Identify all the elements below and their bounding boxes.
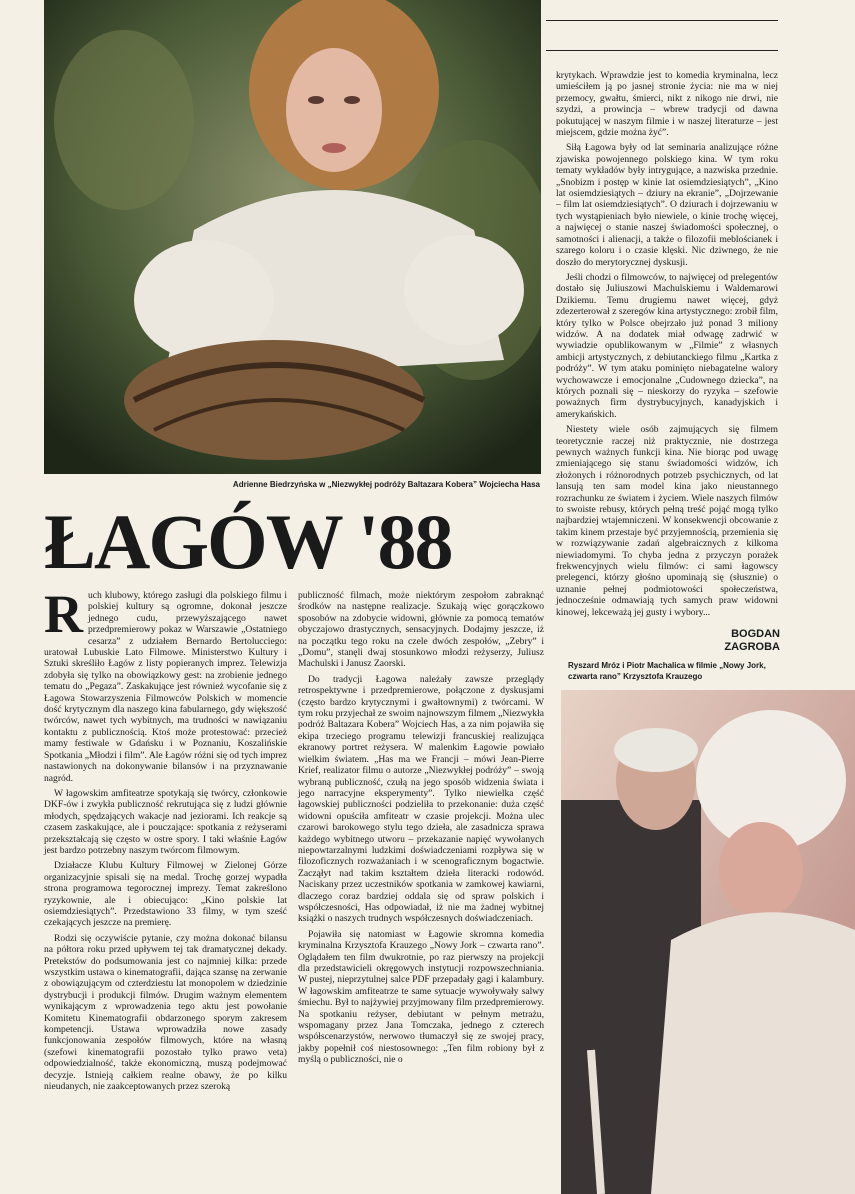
paragraph: krytykach. Wprawdzie jest to komedia kryminalna, lecz umieściłem ją po jasnej stronie życia: nie ma w niej przemocy, gwałtu, śmierci, nikt z nikogo nie drwi, nie szydzi, a prowincja – wbrew tradycji od dawna pokutującej w naszym filmie i w naszej literaturze – jest miejscem, gdzie można żyć”. <box>556 70 778 139</box>
paragraph: Rodzi się oczywiście pytanie, czy można dokonać bilansu na półtora roku przed upływem tej tak dramatycznej dekady. Pretekstów do podsumowania jest co najmniej kilka: przede wszystkim ustawa o kinematografii, dająca szansę na zerwanie z obowiązującym od czterdziestu lat monopolem w dziedzinie dystrybucji i produkcji filmów. Drugim ważnym elementem wynikającym z wprowadzenia tego aktu jest powołanie Komitetu Kinematografii obdarzonego sporym zakresem kompetencji. Ustawa wprowadziła nowe zasady funkcjonowania zespołów filmowych, które na własną (szefowi kinematografii pozostało tylko prawo veta) odpowiedzialność, także ekonomiczną, muszą podejmować decyzje. Istnieją całkiem realne obawy, że po kilku nieudanych, nie zaakceptowanych przez szeroką <box>44 932 287 1093</box>
photo-image <box>44 0 541 474</box>
paragraph: Do tradycji Łagowa należały zawsze przeglądy retrospektywne i przedpremierowe, połączone z dyskusjami (często bardzo krytycznymi i gwałtownymi) z twórcami. W tym roku przyjechał ze swoim najnowszym filmem „Niezwykła podróż Baltazara Kobera” Wojciech Has, a za nim pojawiła się ekipa trzeciego programu telewizji francuskiej realizująca ekranowy portret reżysera. W malenkim Łagowie powiało wielkim światem. „Has ma we Francji – mówi Jean-Pierre Krief, realizator filmu o autorze „Niezwykłej podróży” – swoją wybraną publiczność, czułą na jego sposób widzenia świata i jego narracyjne eksperymenty”. Tylko niewielka część łagowskiej publiczności podzieliła to przekonanie: duża część widowni opuściła amfiteatr w czasie projekcji. Można ulec czarowi barokowego stylu tego dzieła, ale zasadnicza sprawa każdego wybitnego utworu – przekazanie napięć wywołanych niepowtarzalnymi ludzkimi doświadczeniami rozpływa się w filozoficznych rozważaniach i w scenograficznym bogactwie. Zacząłyt nad takim kształtem dzieła literacki rodowód. Naciskany przez uczestników spotkania w zamkowej kawiarni, dlaczego coraz bardziej oddala się od spraw polskich i współczesności, Has odpowiadał, iż nie ma żadnej wybitnej książki o naszych trudnych współczesnych doświadczeniach. <box>298 673 544 925</box>
paragraph: Jeśli chodzi o filmowców, to najwięcej od prelegentów dostało się Juliuszowi Machulskiemu i Waldemarowi Dzikiemu. Temu drugiemu nawet więcej, gdyż zdezerterował z szeregów kina artystycznego: zrobił film, który tylko w Polsce obejrzało już ponad 3 miliony widzów. A na dodatek miał odwagę zadrwić w wywiadzie opublikowanym w „Filmie” z własnych ambicji artystycznych, z debiutanckiego filmu „Kartka z podróży”. W tym ataku pominięto niebagatelne walory wychowawcze i emocjonalne „Cudownego dziecka”, na których poznali się – nieskorzy do ryzyka – szefowie poważnych firm dystrybucyjnych, kanadyjskich i amerykańskich. <box>556 271 778 420</box>
photo-biedrzynska <box>44 0 541 474</box>
paragraph: Działacze Klubu Kultury Filmowej w Zielonej Górze organizacyjnie spisali się na medal. Trochę gorzej wypadła strona programowa tegorocznej imprezy. Temat zakreślono ryzykownie, ale i obiecująco: „Kino polskie lat osiemdziesiątych”. Przedstawiono 33 filmy, w tym sześć czekających jeszcze na premierę. <box>44 860 287 929</box>
photo-image <box>561 690 855 1194</box>
paragraph: Pojawiła się natomiast w Łagowie skromna komedia kryminalna Krzysztofa Krauzego „Nowy Jork – czwarta rano”. Oglądałem ten film dwukrotnie, po raz pierwszy na projekcji dla przedstawicieli okręgowych instytucji rozpowszechniania. W pustej, nieprzytulnej salce PDF przepadały gagi i kalambury. W łagowskim amfiteatrze te same sytuacje wywoływały salwy śmiechu. Był to najżywiej przyjmowany film przedpremierowy. Na spotkaniu reżyser, debiutant w pełnym metrażu, wspomagany przez Jana Tomczaka, jednego z czterech współscenarzystów, nerwowo tłumaczył się ze swojej pracy, jakby popełnił coś niestosownego: „Ten film robiony był z myślą o publiczności, nie o <box>298 928 544 1066</box>
drop-cap: R <box>44 584 83 644</box>
paragraph: Niestety wiele osób zajmujących się filmem teoretycznie raczej niż praktycznie, nie dostrzega pewnych ważnych funkcji kina. Nie biorąc pod uwagę zmieniającego się stanu świadomości widzów, ich złożonych i różnorodnych potrzeb psychicznych, od lat lansują ten sam model kina jako nieustannego rozrachunku ze światem i życiem. Wiele naszych filmów to swoiste rebusy, których pełną treść pojąć mogą tylko najbardziej wtajemniczeni. W konsekwencji obcowanie z takim kinem przestaje być przyjemnością, przemienia się w rozwiązywanie zadań algebraicznych z kilkoma niewiadomymi. To chyba jedna z przyczyn porażek frekwencyjnych wielu filmów: ci sami łagowscy prelegenci, którzy głośno upominają się (słusznie) o uznanie pełnej podmiotowości społeczeństwa, jednocześnie odmawiają tych samych praw widowni kinowej, lekceważą jej gusty i wybory... <box>556 424 778 618</box>
article-column-3 <box>556 70 778 618</box>
paragraph: Ruch klubowy, którego zasługi dla polskiego filmu i polskiej kultury są ogromne, dokonał jeszcze jednego cudu, przewyższającego nawet przedpremierowy pokaz w Warszawie „Ostatniego cesarza” z udziałem Bernardo Bertolucciego: uratował Lubuskie Lato Filmowe. Ministerstwo Kultury i Sztuki skreśliło Łagów z listy popieranych imprez. Telewizja zdobyła się tylko na obowiązkowy gest: na zrobienie jednego tematu do „Pegaza”. Zaskakujące jest również wycofanie się z Łagowa Stowarzyszenia Filmowców Polskich w momencie dość krytycznym dla naszego kina fabularnego, gdy większość twórców, nawet tych wybitnych, ma trudności w nawiązaniu kontaktu z publicznością. Ktoś może protestować: przecież mamy festiwale w Gdańsku i w Poznaniu, Koszalińskie Spotkania „Młodzi i film”. Ale Łagów różni się od tych imprez nastawionych na dokonywanie bilansów i na przyznawanie nagród. <box>44 584 287 784</box>
photo-caption-2: Ryszard Mróz i Piotr Machalica w filmie „Nowy Jork, czwarta rano” Krzysztofa Krauzego <box>568 661 766 681</box>
photo-caption: Adrienne Biedrzyńska w „Niezwykłej podróży Baltazara Kobera” Wojciecha Hasa <box>232 480 540 489</box>
article-column-2 <box>298 590 544 1066</box>
paragraph: W łagowskim amfiteatrze spotykają się twórcy, członkowie DKF-ów i zwykła publiczność rekrutująca się z ludzi głównie młodych, spędzających wakacje nad jeziorami. Ich reakcje są czasem zaskakujące, ale i pouczające: spotkania z reżyserami przekształcają się często w ostre spory. I taki właśnie Łagów jest bardzo potrzebny naszym twórcom filmowym. <box>44 787 287 856</box>
article-headline: ŁAGÓW '88 <box>44 498 452 585</box>
photo-mroz-machalica <box>561 690 855 1194</box>
divider-rule <box>546 20 778 21</box>
paragraph: Siłą Łagowa były od lat seminaria analizujące różne zjawiska powojennego polskiego kina. W tym roku tematy wykładów były intrygujące, a nazwiska przednie. „Snobizm i postęp w kinie lat osiemdziesiątych”, „Kino lat osiemdziesiątych – dziury na ekranie”, „Dojrzewanie – film lat osiemdziesiątych”. O dziurach i dojrzewaniu w tych wystąpieniach było niewiele, o kinie trochę więcej, a najwięcej o stanie naszej świadomości społecznej, o samotności i alienacji, a także o filozofii meblościanek i szarego koloru i o czasie klęski. Nic dziwnego, że nie doszło do merytorycznej dyskusji. <box>556 142 778 268</box>
author-byline: BOGDAN ZAGROBA <box>724 628 780 653</box>
paragraph: publiczność filmach, może niektórym zespołom zabraknąć środków na następne realizacje. Szukają więc gorączkowo sposobów na zdobycie widowni, głównie za pomocą tematów obyczajowo drastycznych, sensacyjnych. Dodajmy jeszcze, iż na początku tego roku na czele dwóch zespołów, „Zebry” i „Domu”, stanęli dwaj stosunkowo młodzi reżyserzy, Juliusz Machulski i Janusz Zaorski. <box>298 590 544 670</box>
divider-rule <box>546 50 778 51</box>
article-column-1 <box>44 584 287 1093</box>
